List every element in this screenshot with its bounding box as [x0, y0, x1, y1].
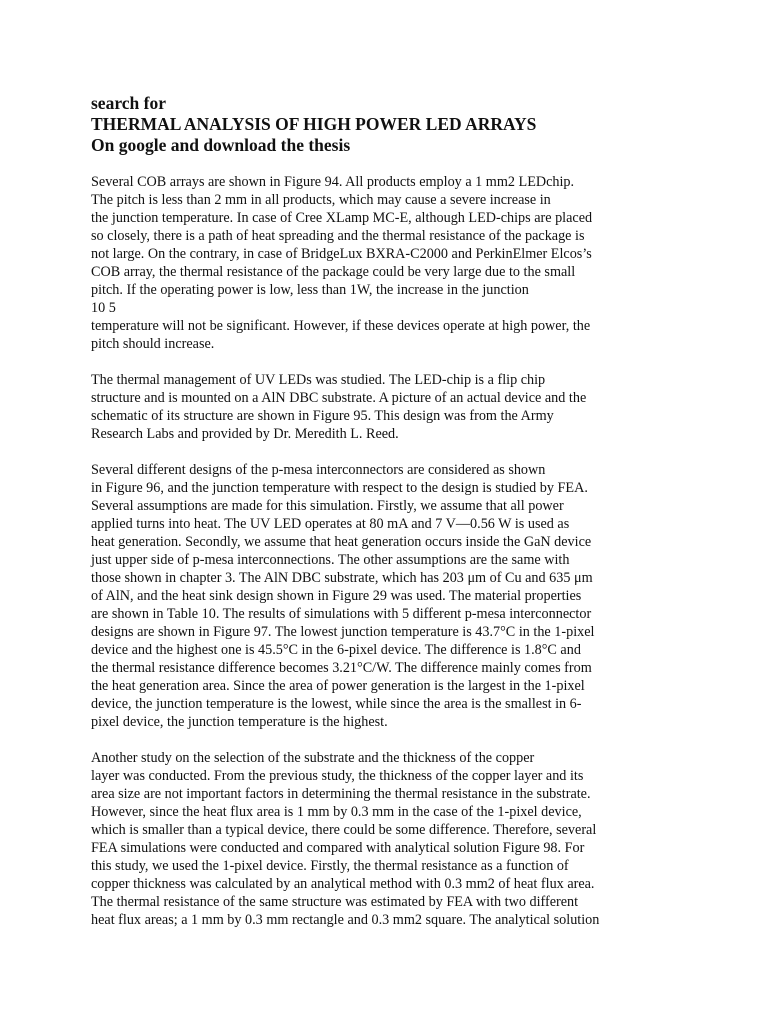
text-line: just upper side of p-mesa interconnections. The other assumptions are the same with — [91, 552, 570, 568]
text-line: which is smaller than a typical device, there could be some difference. Therefore, several — [91, 822, 597, 838]
document-heading — [91, 93, 536, 156]
text-line: heat generation. Secondly, we assume that heat generation occurs inside the GaN device — [91, 534, 592, 550]
thesis-title: THERMAL ANALYSIS OF HIGH POWER LED ARRAYS — [91, 114, 537, 134]
text-line: COB array, the thermal resistance of the package could be very large due to the small — [91, 264, 576, 280]
paragraph-cob-arrays — [91, 173, 731, 353]
text-line: copper thickness was calculated by an analytical method with 0.3 mm2 of heat flux area. — [91, 876, 595, 892]
text-line: The thermal resistance of the same structure was estimated by FEA with two different — [91, 894, 579, 910]
text-line: Several COB arrays are shown in Figure 94. All products employ a 1 mm2 LEDchip. — [91, 174, 575, 190]
text-line: Another study on the selection of the substrate and the thickness of the copper — [91, 750, 535, 766]
text-line: applied turns into heat. The UV LED operates at 80 mA and 7 V—0.56 W is used as — [91, 516, 570, 532]
text-line: the heat generation area. Since the area of power generation is the largest in the 1-pixel — [91, 678, 585, 694]
text-line: temperature will not be significant. However, if these devices operate at high power, the — [91, 318, 591, 334]
text-line: pixel device, the junction temperature is the highest. — [91, 714, 388, 730]
document-body — [91, 173, 731, 947]
text-line: pitch. If the operating power is low, less than 1W, the increase in the junction — [91, 282, 529, 298]
text-line: structure and is mounted on a AlN DBC substrate. A picture of an actual device and the — [91, 390, 587, 406]
text-line: Several different designs of the p-mesa interconnectors are considered as shown — [91, 462, 546, 478]
text-line: not large. On the contrary, in case of BridgeLux BXRA-C2000 and PerkinElmer Elcos’s — [91, 246, 592, 262]
text-line: Several assumptions are made for this simulation. Firstly, we assume that all power — [91, 498, 564, 514]
text-line: The pitch is less than 2 mm in all products, which may cause a severe increase in — [91, 192, 551, 208]
text-line: schematic of its structure are shown in Figure 95. This design was from the Army — [91, 408, 554, 424]
text-line: area size are not important factors in determining the thermal resistance in the substrate. — [91, 786, 591, 802]
text-line: the junction temperature. In case of Cree XLamp MC-E, although LED-chips are placed — [91, 210, 593, 226]
text-line: device and the highest one is 45.5°C in the 6-pixel device. The difference is 1.8°C and — [91, 642, 581, 658]
text-line: However, since the heat flux area is 1 mm by 0.3 mm in the case of the 1-pixel device, — [91, 804, 582, 820]
heading-line-instruction: On google and download the thesis — [91, 135, 351, 155]
text-line: so closely, there is a path of heat spreading and the thermal resistance of the package is — [91, 228, 585, 244]
text-line: are shown in Table 10. The results of simulations with 5 different p-mesa interconnector — [91, 606, 592, 622]
text-line: this study, we used the 1-pixel device. Firstly, the thermal resistance as a function of — [91, 858, 569, 874]
text-line: pitch should increase. — [91, 336, 215, 352]
text-line: designs are shown in Figure 97. The lowest junction temperature is 43.7°C in the 1-pixel — [91, 624, 595, 640]
paragraph-uv-leds — [91, 371, 731, 443]
text-line: Research Labs and provided by Dr. Meredith L. Reed. — [91, 426, 399, 442]
text-line: FEA simulations were conducted and compared with analytical solution Figure 98. For — [91, 840, 585, 856]
text-line: The thermal management of UV LEDs was studied. The LED-chip is a flip chip — [91, 372, 546, 388]
paragraph-p-mesa-designs — [91, 461, 731, 731]
text-line: in Figure 96, and the junction temperature with respect to the design is studied by FEA. — [91, 480, 588, 496]
text-line: those shown in chapter 3. The AlN DBC substrate, which has 203 μm of Cu and 635 μm — [91, 570, 593, 586]
text-line: of AlN, and the heat sink design shown in Figure 29 was used. The material properties — [91, 588, 582, 604]
text-line: the thermal resistance difference becomes 3.21°C/W. The difference mainly comes from — [91, 660, 592, 676]
paragraph-substrate-study — [91, 749, 731, 929]
page-number-line: 10 5 — [91, 300, 116, 316]
text-line: heat flux areas; a 1 mm by 0.3 mm rectangle and 0.3 mm2 square. The analytical solution — [91, 912, 600, 928]
text-line: layer was conducted. From the previous study, the thickness of the copper layer and its — [91, 768, 584, 784]
heading-line-search-for: search for — [91, 93, 166, 113]
text-line: device, the junction temperature is the lowest, while since the area is the smallest in 6- — [91, 696, 582, 712]
